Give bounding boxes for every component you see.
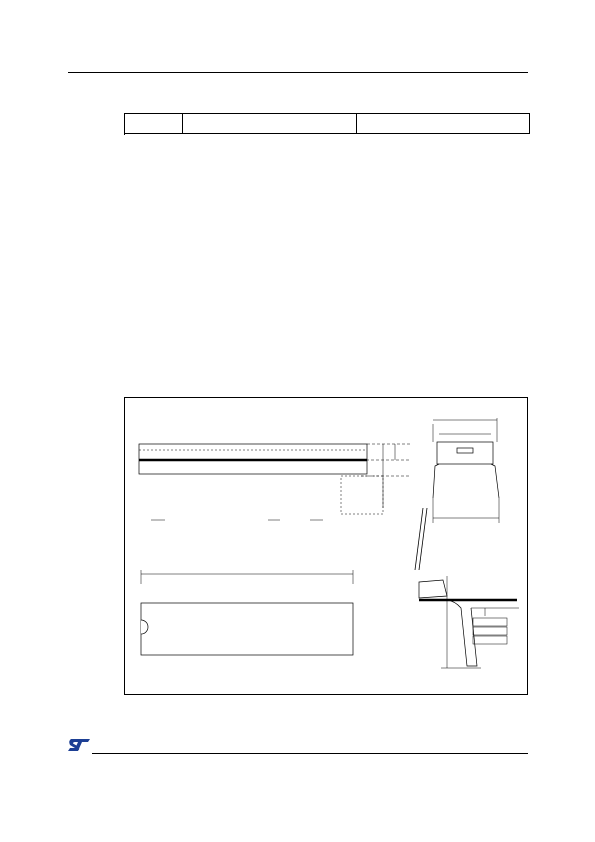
header-rule	[68, 72, 528, 73]
dim-header	[125, 114, 183, 134]
top-view	[141, 570, 353, 655]
package-dimensions-drawing	[125, 398, 527, 694]
package-drawing	[124, 397, 528, 695]
side-view	[139, 444, 410, 520]
figure-caption	[124, 384, 177, 393]
footer-rule	[92, 753, 528, 754]
lead-detail	[419, 576, 519, 668]
mm-group-header	[183, 114, 357, 134]
mechanical-data-table	[124, 113, 530, 134]
inch-group-header	[357, 114, 530, 134]
table-caption	[124, 100, 177, 109]
st-logo-icon	[68, 738, 90, 756]
end-view	[415, 418, 499, 570]
